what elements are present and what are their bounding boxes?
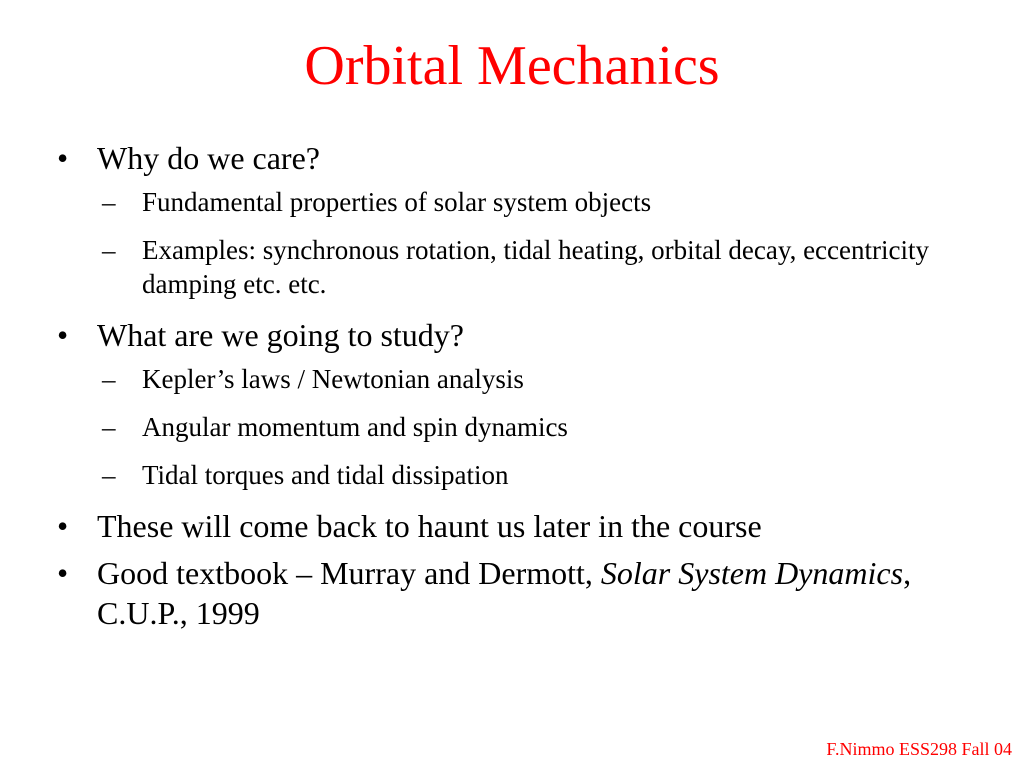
sub-bullet-text: Kepler’s laws / Newtonian analysis xyxy=(142,364,524,394)
bullet-text xyxy=(97,555,911,631)
textbook-publisher: , C.U.P., 1999 xyxy=(97,555,912,631)
textbook-authors: Good textbook – Murray and Dermott, xyxy=(97,555,601,591)
sub-bullet-marker: – xyxy=(102,235,116,265)
bullet-marker: • xyxy=(57,555,69,591)
sub-bullet-text: Fundamental properties of solar system objects xyxy=(142,187,652,217)
slide-footer: F.Nimmo ESS298 Fall 04 xyxy=(826,739,1012,759)
bullet-item xyxy=(57,506,957,546)
sub-bullet-marker: – xyxy=(102,364,116,394)
textbook-title: Solar System Dynamics xyxy=(600,555,904,591)
sub-bullet-text: Tidal torques and tidal dissipation xyxy=(142,460,509,490)
bullet-text: Why do we care? xyxy=(97,140,320,176)
sub-bullet-item xyxy=(102,185,957,219)
sub-bullet-item xyxy=(102,458,957,492)
sub-bullet-text: Angular momentum and spin dynamics xyxy=(142,412,568,442)
bullet-text: These will come back to haunt us later in the course xyxy=(97,508,762,544)
sub-list xyxy=(57,185,957,301)
sub-bullet-item xyxy=(102,362,957,396)
slide-title: Orbital Mechanics xyxy=(304,35,720,97)
sub-bullet-item xyxy=(102,410,957,444)
bullet-marker: • xyxy=(57,140,69,176)
bullet-marker: • xyxy=(57,508,69,544)
bullet-marker: • xyxy=(57,317,69,353)
bullet-text: What are we going to study? xyxy=(97,317,464,353)
bullet-item xyxy=(57,553,957,633)
sub-list xyxy=(57,362,957,492)
slide-body xyxy=(57,138,957,640)
sub-bullet-text: Examples: synchronous rotation, tidal heating, orbital decay, eccentricity damping etc. etc. xyxy=(142,235,929,299)
sub-bullet-marker: – xyxy=(102,412,116,442)
sub-bullet-marker: – xyxy=(102,187,116,217)
sub-bullet-item xyxy=(102,233,957,301)
sub-bullet-marker: – xyxy=(102,460,116,490)
bullet-item xyxy=(57,138,957,178)
bullet-item xyxy=(57,315,957,355)
